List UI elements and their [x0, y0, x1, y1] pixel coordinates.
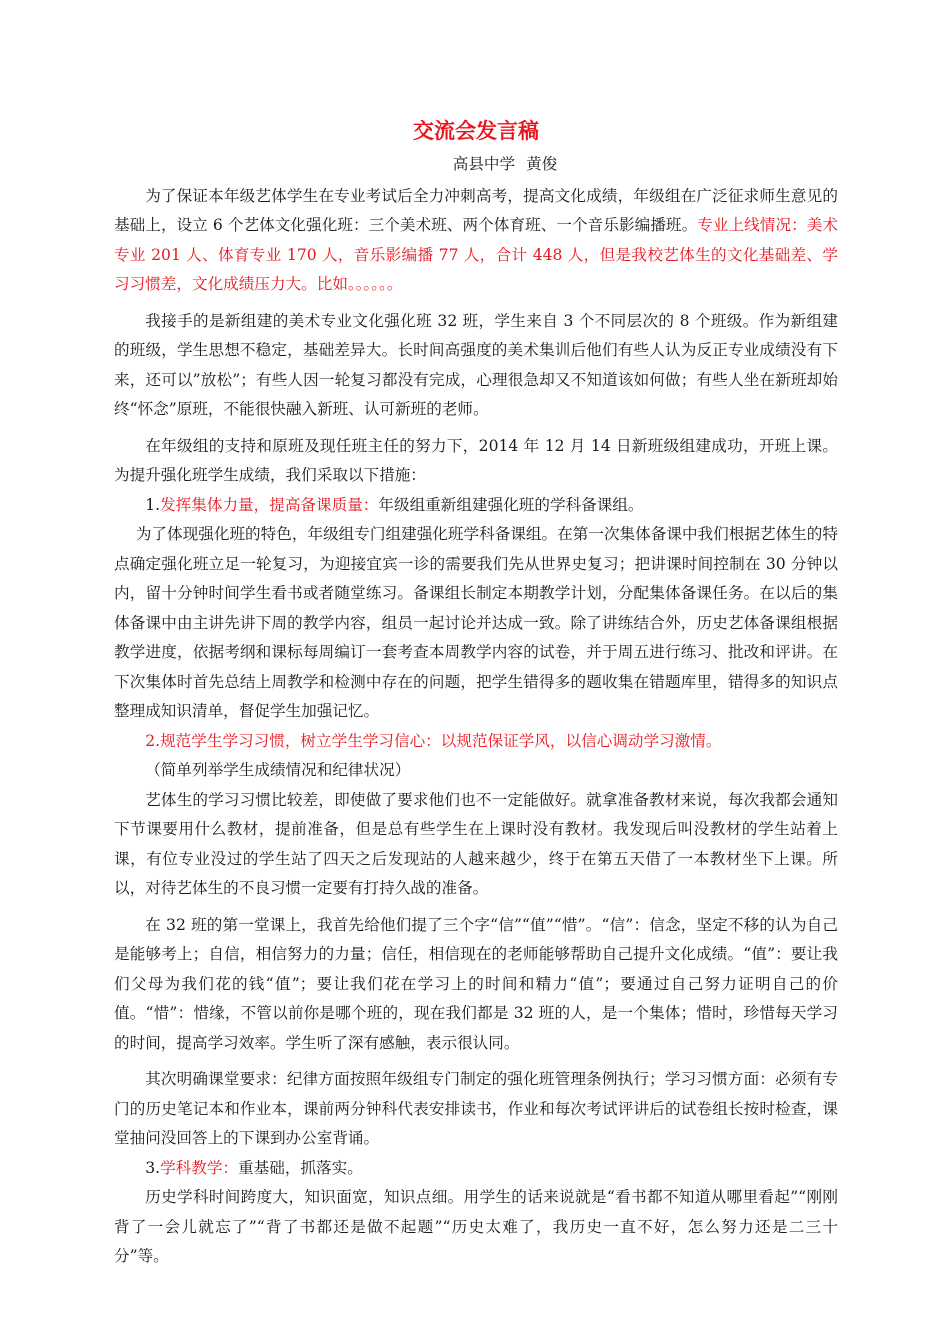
measure-1-heading: [114, 491, 838, 521]
measure-3-summary: 重基础，抓落实。: [238, 1158, 363, 1177]
school-name: 高县中学: [452, 155, 516, 173]
measure-2-note: （简单列举学生成绩情况和纪律状况）: [145, 761, 411, 779]
byline: [172, 150, 838, 180]
document-page: [114, 112, 838, 1272]
class-paragraph: 我接手的是新组建的美术专业文化强化班 32 班，学生来自 3 个不同层次的 8 个班级。作为新组建的班级，学生思想不稳定，基础差异大。长时间高强度的美术集训后他们有些人认为反正专业成绩没有下来，还可以”放松”；有些人因一轮复习都没有完成，心理很急却又不知道该如何做；有些人坐在新班却始终“怀念”原班，不能很快融入新班、认可新班的老师。: [114, 311, 838, 418]
measure-1-number: 1.: [145, 495, 161, 514]
classroom-rules-paragraph: 其次明确课堂要求：纪律方面按照年级组专门制定的强化班管理条例执行；学习习惯方面：必须有专门的历史笔记本和作业本，课前两分钟科代表安排读书，作业和每次考试评讲后的试卷组长按时检查，课堂抽问没回答上的下课到办公室背诵。: [114, 1070, 838, 1147]
author-name: 黄俊: [526, 155, 558, 173]
intro-highlight: 专业上线情况：美术专业 201 人、体育专业 170 人，音乐影编播 77 人，合计 448 人，但是我校艺体生的文化基础差、学习习惯差，文化成绩压力大。比如。。。。。。: [114, 216, 838, 293]
subject-paragraph: 历史学科时间跨度大，知识面宽，知识点细。用学生的话来说就是“看书都不知道从哪里看起”“刚刚背了一会儿就忘了”“背了书都还是做不起题”“历史太难了，我历史一直不好，怎么努力还是二三十分”等。: [114, 1188, 838, 1265]
intro-paragraph: [114, 182, 838, 300]
three-words-paragraph: 在 32 班的第一堂课上，我首先给他们提了三个字“信”“值”“惜”。“信”：信念，坚定不移的认为自己是能够考上；自信，相信努力的力量；信任，相信现在的老师能够帮助自己提升文化成绩。“值”：要让我们父母为我们花的钱“值”；要让我们花在学习上的时间和精力“值”；要通过自己努力证明自己的价值。“惜”：惜缘，不管以前你是哪个班的，现在我们都是 32 班的人，是一个集体；惜时，珍惜每天学习的时间，提高学习效率。学生听了深有感触，表示很认同。: [114, 915, 838, 1052]
measure-3-title: 学科教学：: [160, 1158, 239, 1177]
support-paragraph: 在年级组的支持和原班及现任班主任的努力下，2014 年 12 月 14 日新班级组建成功，开班上课。为提升强化班学生成绩，我们采取以下措施：: [114, 436, 838, 484]
measure-1-paragraph: 为了体现强化班的特色，年级组专门组建强化班学科备课组。在第一次集体备课中我们根据艺体生的特点确定强化班立足一轮复习，为迎接宜宾一诊的需要我们先从世界史复习；把讲课时间控制在 30 分钟以内，留十分钟时间学生看书或者随堂练习。备课组长制定本期教学计划，分配集体备课任务。在以后的集体备课中由主讲先讲下周的教学内容，组员一起讨论并达成一致。除了讲练结合外，历史艺体备课组根据教学进度，依据考纲和课标每周编订一套考查本周教学内容的试卷，并于周五进行练习、批改和评讲。在下次集体时首先总结上周教学和检测中存在的问题，把学生错得多的题收集在错题库里，错得多的知识点整理成知识清单，督促学生加强记忆。: [114, 525, 838, 720]
document-title: 交流会发言稿: [413, 119, 539, 143]
intro-text: 为了保证本年级艺体学生在专业考试后全力冲刺高考，提高文化成绩，年级组在广泛征求师生意见的基础上，设立 6 个艺体文化强化班：三个美术班、两个体育班、一个音乐影编播班。: [114, 186, 838, 234]
measure-3-number: 3.: [145, 1158, 161, 1177]
habit-paragraph: 艺体生的学习习惯比较差，即使做了要求他们也不一定能做好。就拿准备教材来说，每次我都会通知下节课要用什么教材，提前准备，但是总有些学生在上课时没有教材。我发现后叫没教材的学生站着上课，有位专业没过的学生站了四天之后发现站的人越来越少，终于在第五天借了一本教材坐下上课。所以，对待艺体生的不良习惯一定要有打持久战的准备。: [114, 790, 838, 897]
measure-2-heading: 2.规范学生学习习惯，树立学生学习信心：以规范保证学风，以信心调动学习激情。: [145, 731, 722, 750]
measure-1-summary: 年级组重新组建强化班的学科备课组。: [378, 495, 644, 514]
measure-1-title: 发挥集体力量，提高备课质量：: [160, 495, 379, 514]
measure-3-heading: [114, 1154, 838, 1184]
